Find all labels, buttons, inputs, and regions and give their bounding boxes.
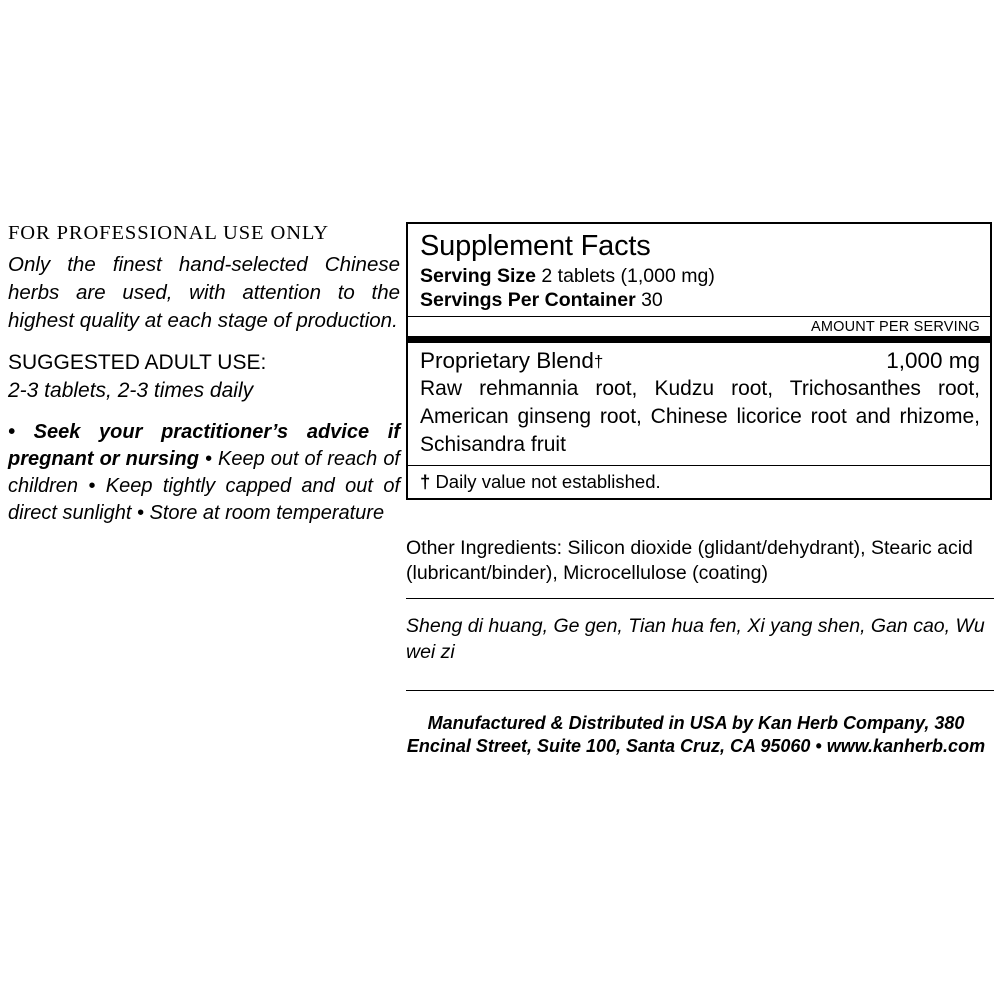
supplement-facts-header (408, 224, 990, 316)
professional-use-heading: FOR PROFESSIONAL USE ONLY (8, 222, 329, 244)
supplement-facts-title: Supplement Facts (420, 230, 651, 262)
proprietary-blend-name-wrap (420, 347, 603, 375)
other-ingredients: Other Ingredients: Silicon dioxide (glidant/dehydrant), Stearic acid (lubricant/binder), Microcellulose (coating) (406, 537, 973, 584)
herb-ingredient-list: Raw rehmannia root, Kudzu root, Trichosanthes root, American ginseng root, Chinese licorice root and rhizome, Schisandra fruit (420, 377, 980, 456)
proprietary-blend-amount: 1,000 mg (886, 348, 980, 373)
serving-size-label: Serving Size (420, 265, 536, 287)
suggested-dose: 2-3 tablets, 2-3 times daily (8, 379, 254, 402)
blend-dagger-icon: † (593, 352, 604, 371)
daily-value-note-row (408, 466, 990, 498)
quality-paragraph: Only the finest hand-selected Chinese herbs are used, with attention to the highest quality at each stage of production. (8, 253, 400, 332)
daily-value-note: Daily value not established. (435, 471, 661, 492)
cautions-paragraph (8, 419, 400, 527)
divider-4 (406, 598, 994, 599)
divider-2 (408, 336, 990, 343)
supplement-facts-panel (406, 222, 992, 500)
serving-size-row (420, 264, 980, 288)
servings-per-container-value: 30 (641, 289, 663, 311)
serving-size-value: 2 tablets (1,000 mg) (541, 265, 715, 287)
proprietary-blend-name: Proprietary Blend (420, 348, 594, 373)
suggested-use-heading: SUGGESTED ADULT USE: (8, 351, 267, 374)
left-column (8, 222, 400, 527)
cautions-rest: • Keep out of reach of children • Keep tightly capped and out of direct sunlight • Store at room temperature (8, 448, 400, 524)
pinyin-names: Sheng di huang, Ge gen, Tian hua fen, Xi yang shen, Gan cao, Wu wei zi (406, 615, 985, 663)
servings-per-container-label: Servings Per Container (420, 289, 636, 311)
cautions-bold: • Seek your practitioner’s advice if pregnant or nursing (8, 421, 400, 470)
servings-per-container-row (420, 288, 980, 312)
proprietary-blend-row (408, 343, 990, 375)
daily-value-dagger-icon: † (420, 471, 431, 492)
manufacturer-info: Manufactured & Distributed in USA by Kan Herb Company, 380 Encinal Street, Suite 100, Santa Cruz, CA 95060 • www.kanherb.com (406, 713, 986, 756)
amount-per-serving-label: AMOUNT PER SERVING (810, 319, 980, 335)
divider-5 (406, 690, 994, 691)
